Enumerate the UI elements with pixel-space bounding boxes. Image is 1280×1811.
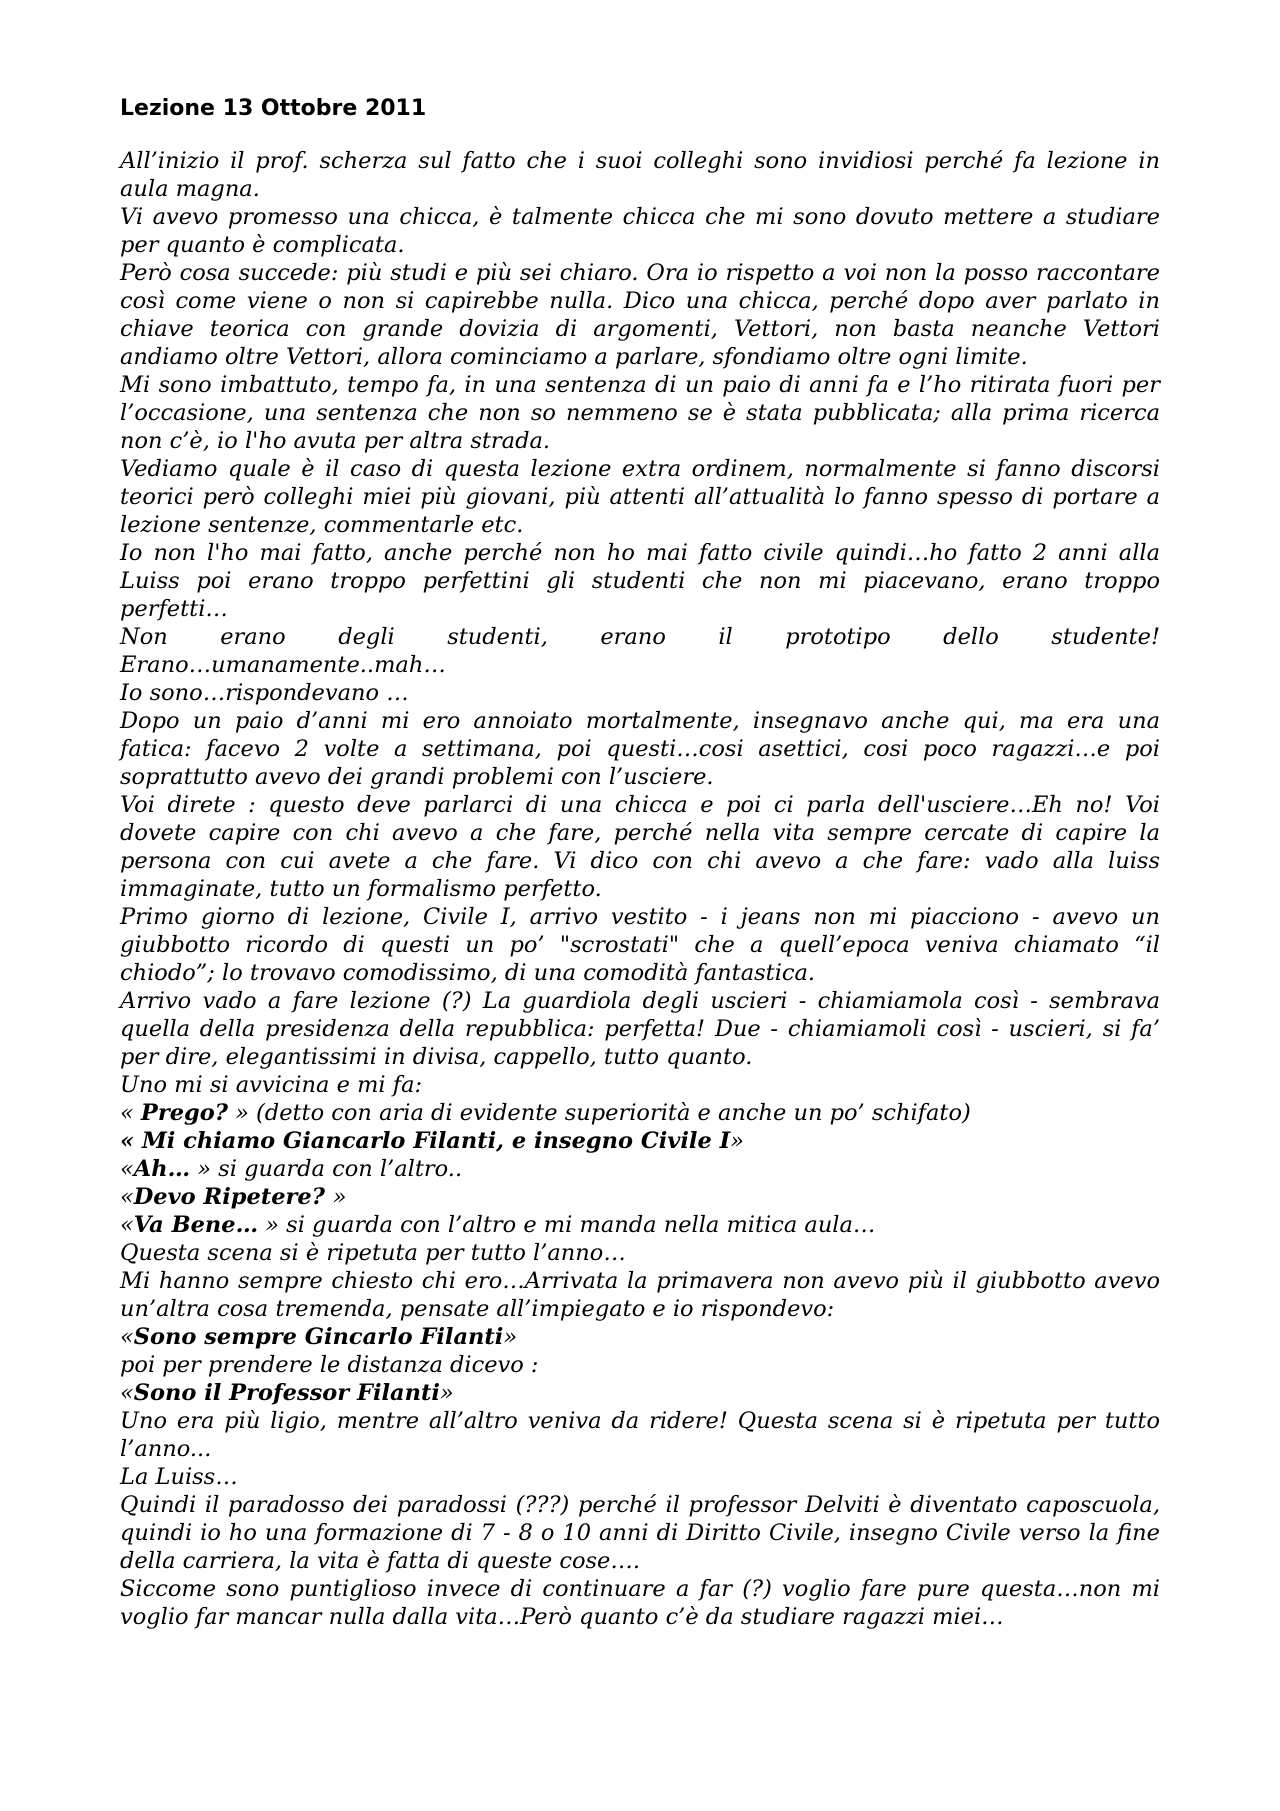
dialogue-line: « Prego? » (detto con aria di evidente superiorità e anche un po’ schifato)	[120, 1100, 971, 1126]
paragraph: All’inizio il prof. scherza sul fatto che i suoi colleghi sono invidiosi perché fa lezione in aula magna.	[120, 148, 1160, 202]
paragraph: Arrivo vado a fare lezione (?) La guardiola degli uscieri - chiamiamola così - sembrava quella della presidenza della repubblica: perfetta! Due - chiamiamoli così - uscieri, si fa’ per dire, elegantissimi in divisa, cappello, tutto quanto.	[120, 988, 1160, 1070]
paragraph: Quindi il paradosso dei paradossi (???) perché il professor Delviti è diventato caposcuola, quindi io ho una formazione di 7 - 8 o 10 anni di Diritto Civile, insegno Civile verso la fine della carriera, la vita è fatta di queste cose….	[120, 1492, 1160, 1574]
dialogue-line: «Va Bene… » si guarda con l’altro e mi manda nella mitica aula…	[120, 1212, 876, 1238]
dialogue-line: «Ah… » si guarda con l’altro..	[120, 1156, 463, 1182]
paragraph: Questa scena si è ripetuta per tutto l’anno…	[120, 1240, 626, 1266]
paragraph: Uno mi si avvicina e mi fa:	[120, 1072, 423, 1098]
paragraph: Io sono…rispondevano …	[120, 680, 409, 706]
paragraph: Vi avevo promesso una chicca, è talmente chicca che mi sono dovuto mettere a studiare per quanto è complicata.	[120, 204, 1160, 258]
paragraph: Erano…umanamente..mah…	[120, 652, 446, 678]
paragraph: La Luiss…	[120, 1464, 238, 1490]
paragraph: Mi hanno sempre chiesto chi ero…Arrivata la primavera non avevo più il giubbotto avevo un’altra cosa tremenda, pensate all’impiegato e io rispondevo:	[120, 1268, 1160, 1322]
paragraph: Però cosa succede: più studi e più sei chiaro. Ora io rispetto a voi non la posso raccontare così come viene o non si capirebbe nulla. Dico una chicca, perché dopo aver parlato in chiave teorica con grande dovizia di argomenti, Vettori, non basta neanche Vettori andiamo oltre Vettori, allora cominciamo a parlare, sfondiamo oltre ogni limite.	[120, 260, 1160, 370]
paragraph: Mi sono imbattuto, tempo fa, in una sentenza di un paio di anni fa e l’ho ritirata fuori per l’occasione, una sentenza che non so nemmeno se è stata pubblicata; alla prima ricerca non c’è, io l'ho avuta per altra strada.	[120, 372, 1160, 454]
paragraph: Voi direte : questo deve parlarci di una chicca e poi ci parla dell'usciere…Eh no! Voi dovete capire con chi avevo a che fare, perché nella vita sempre cercate di capire la persona con cui avete a che fare. Vi dico con chi avevo a che fare: vado alla luiss immaginate, tutto un formalismo perfetto.	[120, 792, 1160, 902]
paragraph: Siccome sono puntiglioso invece di continuare a far (?) voglio fare pure questa…non mi voglio far mancar nulla dalla vita…Però quanto c’è da studiare ragazzi miei…	[120, 1576, 1160, 1630]
dialogue-line: «Sono sempre Gincarlo Filanti»	[120, 1324, 518, 1350]
paragraph: Io non l'ho mai fatto, anche perché non ho mai fatto civile quindi…ho fatto 2 anni alla Luiss poi erano troppo perfettini gli studenti che non mi piacevano, erano troppo perfetti…	[120, 540, 1160, 622]
paragraph: Dopo un paio d’anni mi ero annoiato mortalmente, insegnavo anche qui, ma era una fatica: facevo 2 volte a settimana, poi questi…cosi asettici, cosi poco ragazzi…e poi soprattutto avevo dei grandi problemi con l’usciere.	[120, 708, 1160, 790]
paragraph: Primo giorno di lezione, Civile I, arrivo vestito - i jeans non mi piacciono - avevo un giubbotto ricordo di questi un po’ "scrostati" che a quell’epoca veniva chiamato “il chiodo”; lo trovavo comodissimo, di una comodità fantastica.	[120, 904, 1160, 986]
document-page	[120, 95, 1160, 1631]
dialogue-line: « Mi chiamo Giancarlo Filanti, e insegno Civile I»	[120, 1128, 744, 1154]
document-title: Lezione 13 Ottobre 2011	[120, 96, 427, 121]
paragraph: Non erano degli studenti, erano il prototipo dello studente!	[120, 624, 1160, 650]
dialogue-line: «Devo Ripetere? »	[120, 1184, 347, 1210]
paragraph: Uno era più ligio, mentre all’altro veniva da ridere! Questa scena si è ripetuta per tutto l’anno...	[120, 1408, 1160, 1462]
paragraph: poi per prendere le distanza dicevo :	[120, 1352, 539, 1378]
paragraph: Vediamo quale è il caso di questa lezione extra ordinem, normalmente si fanno discorsi teorici però colleghi miei più giovani, più attenti all’attualità lo fanno spesso di portare a lezione sentenze, commentarle etc.	[120, 456, 1160, 538]
document-body	[120, 147, 1160, 1631]
dialogue-line: «Sono il Professor Filanti»	[120, 1380, 454, 1406]
